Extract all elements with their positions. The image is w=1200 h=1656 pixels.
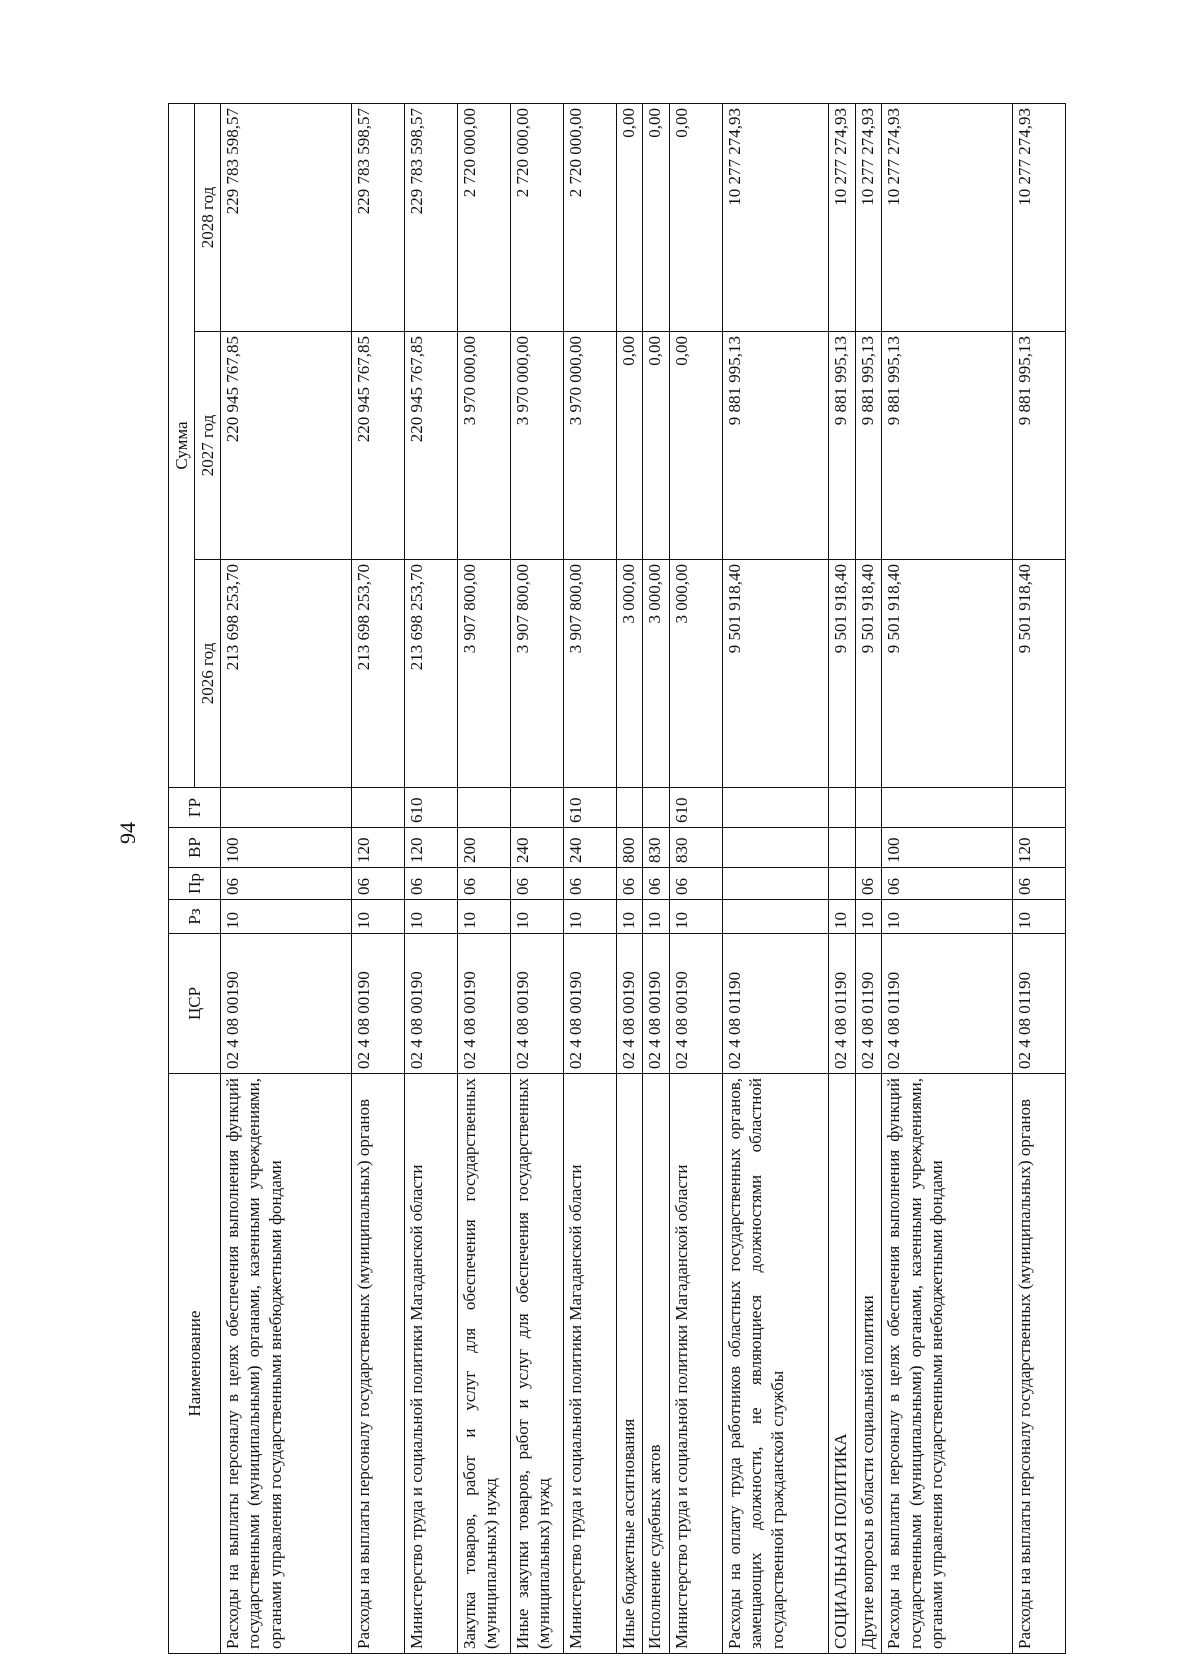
row-2028: 2 720 000,00 (510, 104, 563, 332)
row-2028: 0,00 (616, 104, 643, 332)
row-gr (351, 788, 404, 828)
row-vr: 120 (404, 828, 457, 868)
row-rz: 10 (670, 900, 723, 934)
row-csr: 02 4 08 00190 (510, 934, 563, 1074)
row-name: Иные закупки товаров, работ и услуг для обеспечения государственных (муниципальных) нужд (510, 1074, 563, 1654)
row-2028: 10 277 274,93 (882, 104, 1013, 332)
row-csr: 02 4 08 00190 (616, 934, 643, 1074)
row-rz: 10 (221, 900, 352, 934)
row-pr: 06 (221, 868, 352, 900)
header-sum: Сумма (169, 104, 195, 788)
row-pr: 06 (563, 868, 616, 900)
row-2026: 213 698 253,70 (351, 560, 404, 788)
row-2026: 3 000,00 (643, 560, 670, 788)
row-2028: 2 720 000,00 (563, 104, 616, 332)
row-gr: 610 (404, 788, 457, 828)
row-pr: 06 (882, 868, 1013, 900)
row-2027: 220 945 767,85 (404, 332, 457, 560)
row-name: Министерство труда и социальной политики Магаданской области (404, 1074, 457, 1654)
row-vr (829, 828, 856, 868)
row-2027: 9 881 995,13 (882, 332, 1013, 560)
row-pr (723, 868, 829, 900)
table-row (404, 104, 457, 1654)
row-vr: 120 (351, 828, 404, 868)
row-2026: 213 698 253,70 (221, 560, 352, 788)
row-name: Министерство труда и социальной политики Магаданской области (563, 1074, 616, 1654)
header-rz: Рз (169, 900, 221, 934)
row-2027: 220 945 767,85 (221, 332, 352, 560)
row-name: Исполнение судебных актов (643, 1074, 670, 1654)
row-name: СОЦИАЛЬНАЯ ПОЛИТИКА (829, 1074, 856, 1654)
row-2028: 2 720 000,00 (457, 104, 510, 332)
row-rz: 10 (855, 900, 882, 934)
row-csr: 02 4 08 01190 (1012, 934, 1065, 1074)
row-rz: 10 (563, 900, 616, 934)
row-rz: 10 (510, 900, 563, 934)
row-pr: 06 (855, 868, 882, 900)
row-gr (855, 788, 882, 828)
row-2027: 9 881 995,13 (829, 332, 856, 560)
table-row (670, 104, 723, 1654)
table-row (510, 104, 563, 1654)
row-2027: 0,00 (616, 332, 643, 560)
row-csr: 02 4 08 01190 (882, 934, 1013, 1074)
row-gr (457, 788, 510, 828)
row-2027: 0,00 (670, 332, 723, 560)
row-rz: 10 (351, 900, 404, 934)
row-csr: 02 4 08 01190 (723, 934, 829, 1074)
row-2027: 9 881 995,13 (1012, 332, 1065, 560)
row-2028: 0,00 (643, 104, 670, 332)
row-pr: 06 (404, 868, 457, 900)
row-vr (723, 828, 829, 868)
table-row (723, 104, 829, 1654)
row-csr: 02 4 08 01190 (855, 934, 882, 1074)
header-vr: ВР (169, 828, 221, 868)
row-gr: 610 (670, 788, 723, 828)
row-vr: 240 (510, 828, 563, 868)
row-name: Расходы на выплаты персоналу в целях обеспечения выполнения функций государственными (муниципальными) органами, казенными учреждениями, органами управления государственными внебюджетными фондами (221, 1074, 352, 1654)
row-vr: 200 (457, 828, 510, 868)
row-rz: 10 (643, 900, 670, 934)
row-2027: 3 970 000,00 (510, 332, 563, 560)
row-2026: 9 501 918,40 (1012, 560, 1065, 788)
row-rz: 10 (1012, 900, 1065, 934)
row-name: Расходы на выплаты персоналу государственных (муниципальных) органов (351, 1074, 404, 1654)
header-csr: ЦСР (169, 934, 221, 1074)
row-2027: 3 970 000,00 (563, 332, 616, 560)
budget-table-container (168, 104, 1066, 1654)
row-rz: 10 (404, 900, 457, 934)
row-2026: 3 907 800,00 (510, 560, 563, 788)
table-row (221, 104, 352, 1654)
row-pr: 06 (1012, 868, 1065, 900)
row-2027: 3 970 000,00 (457, 332, 510, 560)
header-2026: 2026 год (195, 560, 221, 788)
row-gr (723, 788, 829, 828)
row-2026: 9 501 918,40 (855, 560, 882, 788)
row-vr: 100 (882, 828, 1013, 868)
row-2028: 10 277 274,93 (829, 104, 856, 332)
row-rz: 10 (616, 900, 643, 934)
row-gr (1012, 788, 1065, 828)
row-2026: 3 000,00 (616, 560, 643, 788)
header-2027: 2027 год (195, 332, 221, 560)
row-gr (643, 788, 670, 828)
row-gr (510, 788, 563, 828)
row-name: Расходы на выплаты персоналу в целях обеспечения выполнения функций государственными (муниципальными) органами, казенными учреждениями, органами управления государственными внебюджетными фондами (882, 1074, 1013, 1654)
row-pr: 06 (351, 868, 404, 900)
table-row (643, 104, 670, 1654)
row-gr (221, 788, 352, 828)
table-row (1012, 104, 1065, 1654)
row-rz: 10 (829, 900, 856, 934)
row-name: Закупка товаров, работ и услуг для обеспечения государственных (муниципальных) нужд (457, 1074, 510, 1654)
row-2028: 10 277 274,93 (723, 104, 829, 332)
row-name: Другие вопросы в области социальной политики (855, 1074, 882, 1654)
page-number: 94 (115, 822, 140, 844)
row-name: Иные бюджетные ассигнования (616, 1074, 643, 1654)
row-vr: 240 (563, 828, 616, 868)
row-vr: 800 (616, 828, 643, 868)
row-gr (616, 788, 643, 828)
row-pr: 06 (510, 868, 563, 900)
table-row (616, 104, 643, 1654)
row-vr (855, 828, 882, 868)
row-csr: 02 4 08 00190 (670, 934, 723, 1074)
row-csr: 02 4 08 00190 (643, 934, 670, 1074)
row-2027: 0,00 (643, 332, 670, 560)
table-row (351, 104, 404, 1654)
row-vr: 830 (643, 828, 670, 868)
row-csr: 02 4 08 00190 (563, 934, 616, 1074)
row-2028: 10 277 274,93 (1012, 104, 1065, 332)
row-vr: 830 (670, 828, 723, 868)
header-name: Наименование (169, 1074, 221, 1654)
row-gr (882, 788, 1013, 828)
row-2028: 229 783 598,57 (404, 104, 457, 332)
table-row (563, 104, 616, 1654)
row-2026: 3 907 800,00 (457, 560, 510, 788)
table-row (882, 104, 1013, 1654)
row-pr: 06 (670, 868, 723, 900)
row-2026: 3 907 800,00 (563, 560, 616, 788)
row-2026: 9 501 918,40 (829, 560, 856, 788)
row-vr: 100 (221, 828, 352, 868)
row-name: Расходы на выплаты персоналу государственных (муниципальных) органов (1012, 1074, 1065, 1654)
table-row (855, 104, 882, 1654)
row-gr: 610 (563, 788, 616, 828)
row-csr: 02 4 08 00190 (404, 934, 457, 1074)
header-pr: Пр (169, 868, 221, 900)
row-name: Министерство труда и социальной политики Магаданской области (670, 1074, 723, 1654)
row-2028: 10 277 274,93 (855, 104, 882, 332)
row-pr: 06 (457, 868, 510, 900)
row-rz (723, 900, 829, 934)
row-rz: 10 (882, 900, 1013, 934)
row-csr: 02 4 08 00190 (221, 934, 352, 1074)
header-gr: ГР (169, 788, 221, 828)
row-2028: 0,00 (670, 104, 723, 332)
row-rz: 10 (457, 900, 510, 934)
row-2026: 9 501 918,40 (723, 560, 829, 788)
row-2027: 220 945 767,85 (351, 332, 404, 560)
row-pr: 06 (616, 868, 643, 900)
row-2028: 229 783 598,57 (221, 104, 352, 332)
row-csr: 02 4 08 00190 (457, 934, 510, 1074)
row-csr: 02 4 08 00190 (351, 934, 404, 1074)
row-2028: 229 783 598,57 (351, 104, 404, 332)
table-row (829, 104, 856, 1654)
row-2027: 9 881 995,13 (855, 332, 882, 560)
row-pr: 06 (643, 868, 670, 900)
row-2026: 213 698 253,70 (404, 560, 457, 788)
row-gr (829, 788, 856, 828)
table-row (457, 104, 510, 1654)
header-2028: 2028 год (195, 104, 221, 332)
row-pr (829, 868, 856, 900)
row-vr: 120 (1012, 828, 1065, 868)
row-2026: 9 501 918,40 (882, 560, 1013, 788)
row-name: Расходы на оплату труда работников областных государственных органов, замещающих должности, не являющиеся должностями областной государственной гражданской службы (723, 1074, 829, 1654)
budget-table (168, 103, 1066, 1654)
row-2026: 3 000,00 (670, 560, 723, 788)
row-2027: 9 881 995,13 (723, 332, 829, 560)
row-csr: 02 4 08 01190 (829, 934, 856, 1074)
